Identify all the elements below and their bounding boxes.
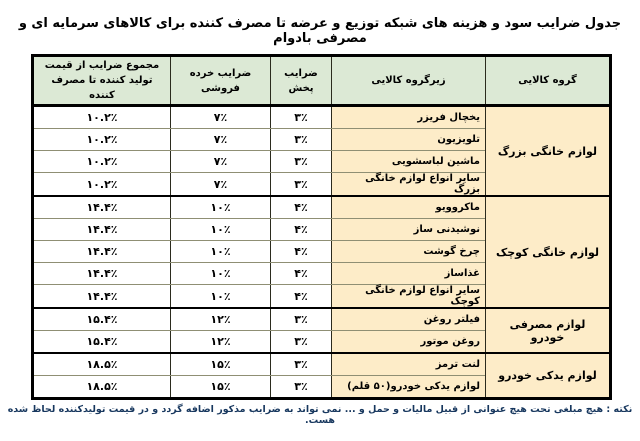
distribution-cell: ۴٪ — [271, 196, 332, 219]
distribution-cell: ۳٪ — [271, 308, 332, 331]
subgroup-cell: روغن موتور — [332, 331, 486, 354]
col-header-subgroup: زیرگروه کالایی — [332, 56, 486, 106]
group-cell: لوازم خانگی بزرگ — [486, 106, 611, 197]
retail-cell: ۷٪ — [171, 151, 271, 173]
subgroup-cell: لنت ترمز — [332, 353, 486, 376]
subgroup-cell: ماکروویو — [332, 196, 486, 219]
retail-cell: ۱۵٪ — [171, 353, 271, 376]
col-header-group: گروه کالایی — [486, 56, 611, 106]
page-title: جدول ضرایب سود و هزینه های شبکه توزیع و عرضه تا مصرف کننده برای کالاهای سرمایه ای و مصرفی بادوام — [18, 16, 622, 46]
header-row — [33, 56, 611, 106]
retail-cell: ۱۲٪ — [171, 331, 271, 354]
retail-cell: ۷٪ — [171, 129, 271, 151]
distribution-cell: ۳٪ — [271, 106, 332, 129]
subgroup-cell: ماشین لباسشویی — [332, 151, 486, 173]
subgroup-cell: چرخ گوشت — [332, 241, 486, 263]
distribution-cell: ۳٪ — [271, 129, 332, 151]
distribution-cell: ۳٪ — [271, 331, 332, 354]
total-cell: ۱۴.۴٪ — [33, 263, 171, 285]
total-cell: ۱۴.۴٪ — [33, 219, 171, 241]
footnote: نکته : هیچ مبلغی تحت هیچ عنوانی از قبیل مالیات و حمل و ... نمی تواند به ضرایب مذکور اضافه گردد و در قیمت تولیدکننده لحاظ شده هست. — [7, 404, 633, 426]
distribution-cell: ۳٪ — [271, 151, 332, 173]
col-header-total: مجموع ضرایب از قیمت تولید کننده تا مصرف کننده — [33, 56, 171, 106]
total-cell: ۱۰.۲٪ — [33, 129, 171, 151]
total-cell: ۱۴.۴٪ — [33, 241, 171, 263]
subgroup-cell: تلویزیون — [332, 129, 486, 151]
retail-cell: ۱۵٪ — [171, 376, 271, 399]
retail-cell: ۱۰٪ — [171, 241, 271, 263]
total-cell: ۱۸.۵٪ — [33, 353, 171, 376]
distribution-cell: ۴٪ — [271, 241, 332, 263]
table-body — [33, 106, 611, 399]
distribution-cell: ۴٪ — [271, 219, 332, 241]
col-header-retail: ضرایب خرده فروشی — [171, 56, 271, 106]
table-row — [33, 308, 611, 331]
subgroup-cell: غذاساز — [332, 263, 486, 285]
table-header — [33, 56, 611, 106]
total-cell: ۱۰.۲٪ — [33, 173, 171, 197]
subgroup-cell: لوازم یدکی خودرو(۵۰ قلم) — [332, 376, 486, 399]
retail-cell: ۷٪ — [171, 173, 271, 197]
retail-cell: ۱۰٪ — [171, 263, 271, 285]
retail-cell: ۷٪ — [171, 106, 271, 129]
group-cell: لوازم مصرفی خودرو — [486, 308, 611, 353]
total-cell: ۱۰.۲٪ — [33, 151, 171, 173]
table-row — [33, 353, 611, 376]
total-cell: ۱۵.۴٪ — [33, 331, 171, 354]
distribution-cell: ۴٪ — [271, 285, 332, 309]
retail-cell: ۱۰٪ — [171, 219, 271, 241]
distribution-cell: ۳٪ — [271, 376, 332, 399]
subgroup-cell: فیلتر روغن — [332, 308, 486, 331]
total-cell: ۱۴.۴٪ — [33, 196, 171, 219]
retail-cell: ۱۰٪ — [171, 196, 271, 219]
distribution-cell: ۴٪ — [271, 263, 332, 285]
col-header-distribution: ضرایب پخش — [271, 56, 332, 106]
table-row — [33, 196, 611, 219]
total-cell: ۱۴.۴٪ — [33, 285, 171, 309]
total-cell: ۱۸.۵٪ — [33, 376, 171, 399]
coefficients-table — [31, 54, 612, 400]
total-cell: ۱۵.۴٪ — [33, 308, 171, 331]
distribution-cell: ۳٪ — [271, 173, 332, 197]
retail-cell: ۱۲٪ — [171, 308, 271, 331]
total-cell: ۱۰.۲٪ — [33, 106, 171, 129]
subgroup-cell: سایر انواع لوازم خانگی کوچک — [332, 285, 486, 309]
distribution-cell: ۳٪ — [271, 353, 332, 376]
retail-cell: ۱۰٪ — [171, 285, 271, 309]
table-row — [33, 106, 611, 129]
group-cell: لوازم یدکی خودرو — [486, 353, 611, 399]
subgroup-cell: یخچال فریزر — [332, 106, 486, 129]
subgroup-cell: نوشیدنی ساز — [332, 219, 486, 241]
subgroup-cell: سایر انواع لوازم خانگی بزرگ — [332, 173, 486, 197]
group-cell: لوازم خانگی کوچک — [486, 196, 611, 308]
